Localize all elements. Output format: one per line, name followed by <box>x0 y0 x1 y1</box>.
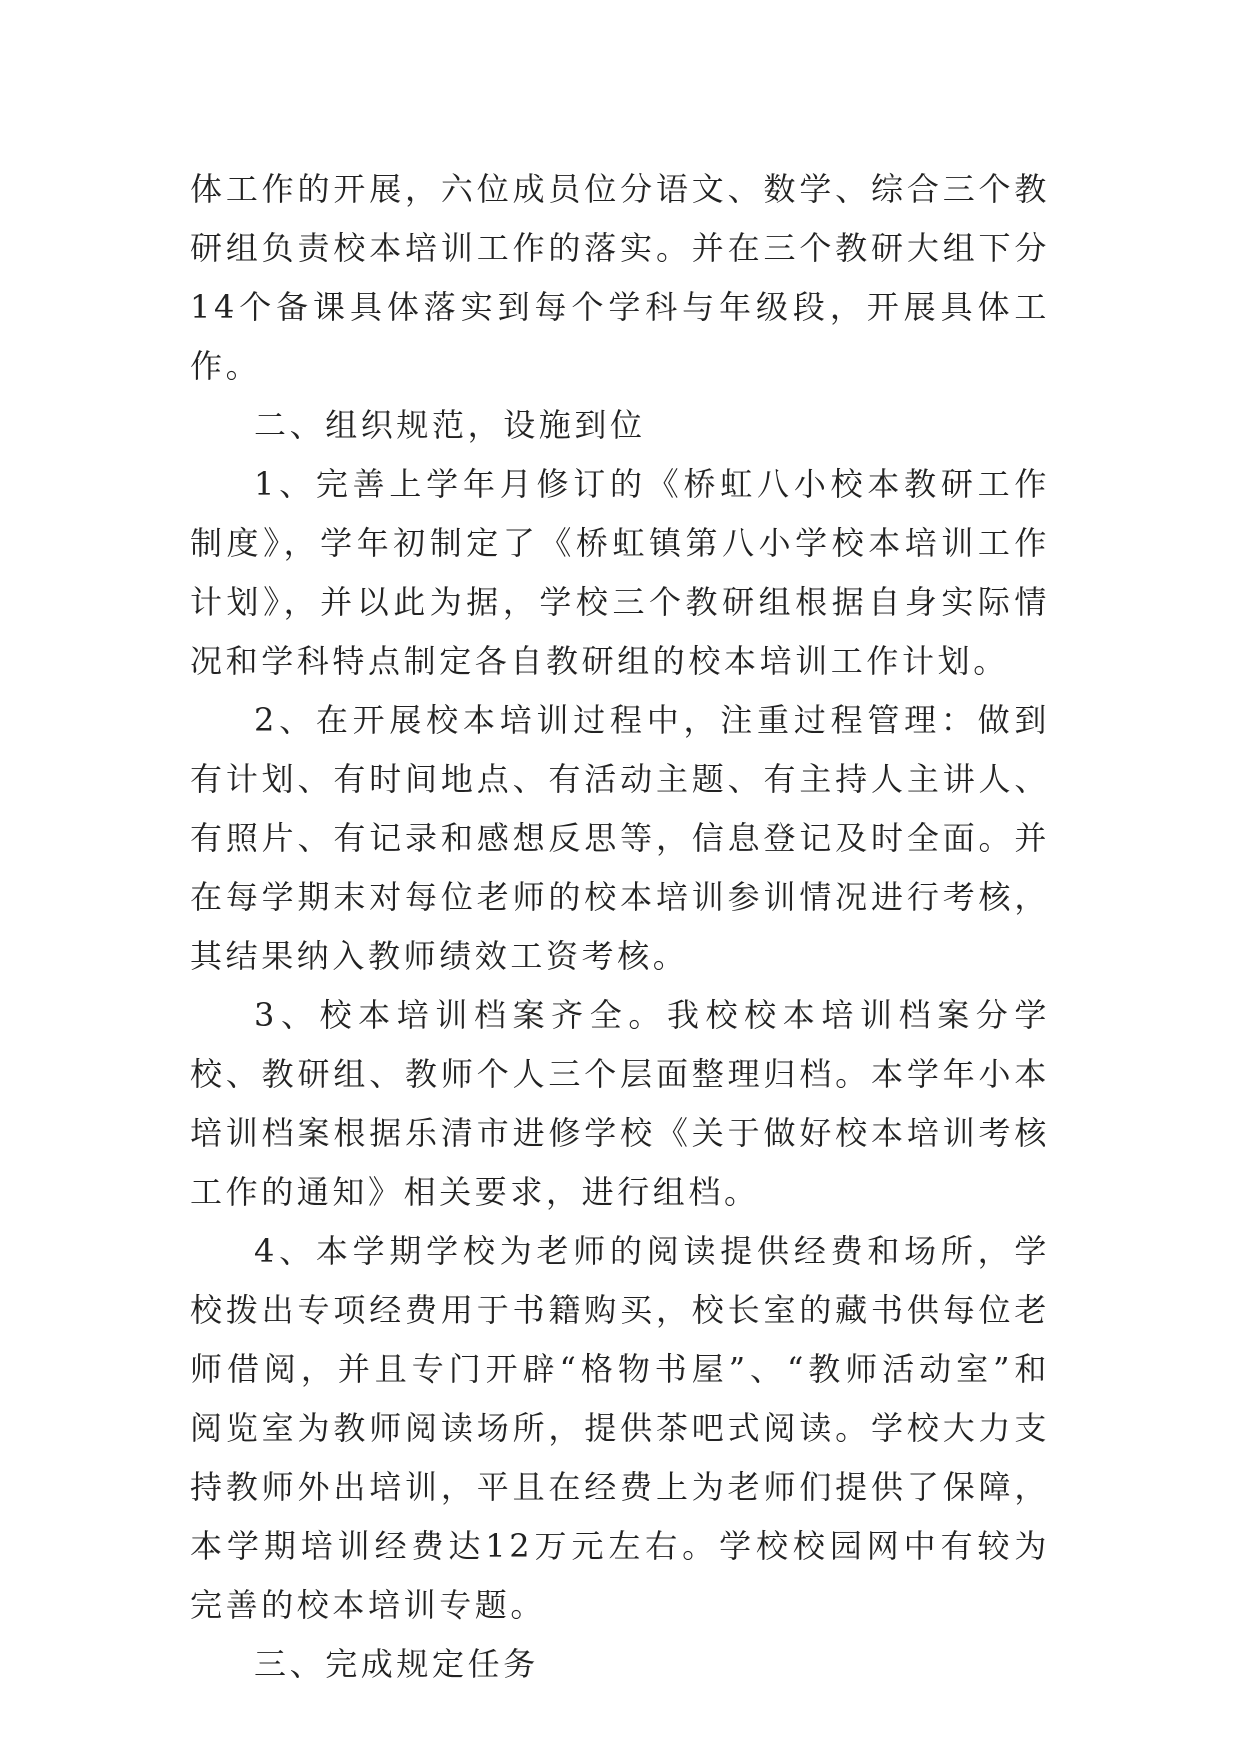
paragraph-item-4: 4、本学期学校为老师的阅读提供经费和场所，学校拨出专项经费用于书籍购买，校长室的藏书供每位老师借阅，并且专门开辟“格物书屋”、“教师活动室”和阅览室为教师阅读场所，提供茶吧式阅读。学校大力支持教师外出培训，平且在经费上为老师们提供了保障，本学期培训经费达12万元左右。学校校园网中有较为完善的校本培训专题。 <box>190 1232 1050 1624</box>
paragraph-item-3: 3、校本培训档案齐全。我校校本培训档案分学校、教研组、教师个人三个层面整理归档。本学年小本培训档案根据乐清市进修学校《关于做好校本培训考核工作的通知》相关要求，进行组档。 <box>190 996 1050 1211</box>
section-heading-tasks: 三、完成规定任务 <box>254 1645 539 1683</box>
section-heading-organization: 二、组织规范，设施到位 <box>254 406 646 444</box>
paragraph-intro-continuation: 体工作的开展，六位成员位分语文、数学、综合三个教研组负责校本培训工作的落实。并在三个教研大组下分14个备课具体落实到每个学科与年级段，开展具体工作。 <box>190 170 1050 385</box>
paragraph-item-2: 2、在开展校本培训过程中，注重过程管理：做到有计划、有时间地点、有活动主题、有主持人主讲人、有照片、有记录和感想反思等，信息登记及时全面。并在每学期末对每位老师的校本培训参训情况进行考核，其结果纳入教师绩效工资考核。 <box>190 701 1050 975</box>
paragraph-item-1: 1、完善上学年月修订的《桥虹八小校本教研工作制度》，学年初制定了《桥虹镇第八小学校本培训工作计划》，并以此为据，学校三个教研组根据自身实际情况和学科特点制定各自教研组的校本培训工作计划。 <box>190 465 1050 680</box>
document-body <box>190 160 1050 1694</box>
